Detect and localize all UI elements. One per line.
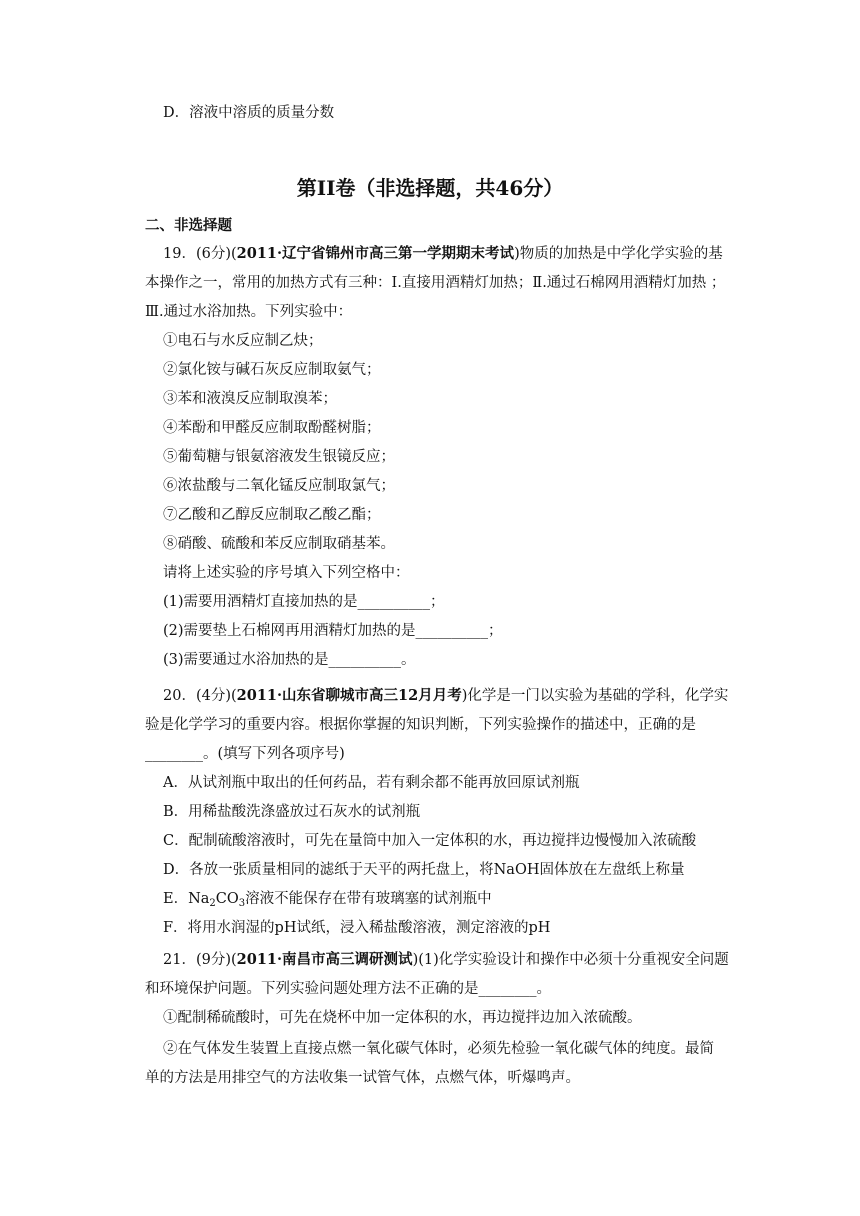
- q20-option-e-post: 溶液不能保存在带有玻璃塞的试剂瓶中: [245, 891, 492, 907]
- q19-intro-line-1: [163, 244, 723, 264]
- q21-intro-line-2: 和环境保护问题。下列实验问题处理方法不正确的是________。: [145, 981, 551, 997]
- q19-item-2: ②氯化铵与碱石灰反应制取氨气；: [163, 362, 381, 378]
- q19-sub-3: (3)需要通过水浴加热的是__________。: [163, 652, 416, 668]
- q20-option-e-pre: E．Na: [163, 891, 210, 907]
- q19-intro-line-2: 本操作之一，常用的加热方式有三种：Ⅰ.直接用酒精灯加热；Ⅱ.通过石棉网用酒精灯加热 ；: [145, 275, 726, 291]
- q20-number: 20．(4分)(: [163, 688, 237, 704]
- q20-option-b: B．用稀盐酸洗涤盛放过石灰水的试剂瓶: [163, 804, 421, 820]
- section-subtitle: 二、非选择题: [145, 217, 232, 234]
- q19-item-4: ④苯酚和甲醛反应制取酚醛树脂；: [163, 420, 381, 436]
- q20-option-d: D．各放一张质量相同的滤纸于天平的两托盘上，将NaOH固体放在左盘纸上称量: [163, 862, 685, 878]
- q20-intro-line-1: [163, 686, 728, 706]
- q20-intro-text-1: )化学是一门以实验为基础的学科，化学实: [461, 688, 729, 704]
- q19-intro-line-3: Ⅲ.通过水浴加热。下列实验中：: [145, 304, 353, 320]
- q19-item-5: ⑤葡萄糖与银氨溶液发生银镜反应；: [163, 449, 395, 465]
- q19-item-7: ⑦乙酸和乙醇反应制取乙酸乙酯；: [163, 507, 381, 523]
- q20-option-e-sub-1: 2: [209, 898, 216, 909]
- q20-option-f: F．将用水润湿的pH试纸，浸入稀盐酸溶液，测定溶液的pH: [163, 920, 551, 936]
- q19-intro-text-1: )物质的加热是中学化学实验的基: [514, 246, 723, 262]
- q20-option-e-mid: CO: [215, 891, 239, 907]
- q20-option-c: C．配制硫酸溶液时，可先在量筒中加入一定体积的水，再边搅拌边慢慢加入浓硫酸: [163, 833, 697, 849]
- q19-number: 19．(6分)(: [163, 246, 237, 262]
- q19-item-1: ①电石与水反应制乙炔；: [163, 333, 323, 349]
- q21-item-1: ①配制稀硫酸时，可先在烧杯中加一定体积的水，再边搅拌边加入浓硫酸。: [163, 1010, 642, 1026]
- q19-item-3: ③苯和液溴反应制取溴苯；: [163, 391, 337, 407]
- q21-source: 2011·南昌市高三调研测试: [236, 951, 413, 968]
- q19-item-6: ⑥浓盐酸与二氧化锰反应制取氯气；: [163, 478, 395, 494]
- q19-sub-2: (2)需要垫上石棉网再用酒精灯加热的是__________；: [163, 623, 503, 639]
- q20-option-e: [163, 889, 492, 909]
- section-title: 第II卷（非选择题，共46分）: [296, 176, 564, 200]
- q19-prompt: 请将上述实验的序号填入下列空格中：: [163, 565, 410, 581]
- q21-intro-line-1: [163, 950, 729, 970]
- q19-source: 2011·辽宁省锦州市高三第一学期期末考试: [236, 245, 515, 262]
- q21-item-2-line-2: 单的方法是用排空气的方法收集一试管气体，点燃气体，听爆鸣声。: [145, 1070, 580, 1086]
- q19-item-8: ⑧硝酸、硫酸和苯反应制取硝基苯。: [163, 536, 395, 552]
- q20-intro-line-2: 验是化学学习的重要内容。根据你掌握的知识判断，下列实验操作的描述中，正确的是: [145, 717, 696, 733]
- q19-sub-1: (1)需要用酒精灯直接加热的是__________；: [163, 594, 445, 610]
- q20-intro-line-3: ________。(填写下列各项序号): [145, 746, 345, 762]
- q21-item-2-line-1: ②在气体发生装置上直接点燃一氧化碳气体时，必须先检验一氧化碳气体的纯度。最简: [163, 1041, 714, 1057]
- q20-source: 2011·山东省聊城市高三12月月考: [236, 687, 462, 704]
- q20-option-e-sub-2: 3: [238, 898, 246, 909]
- option-d-text: D．溶液中溶质的质量分数: [163, 105, 335, 121]
- q21-number: 21．(9分)(: [163, 952, 237, 968]
- q20-option-a: A．从试剂瓶中取出的任何药品，若有剩余都不能再放回原试剂瓶: [163, 775, 580, 791]
- q21-intro-text-1: )(1)化学实验设计和操作中必须十分重视安全问题: [412, 952, 729, 968]
